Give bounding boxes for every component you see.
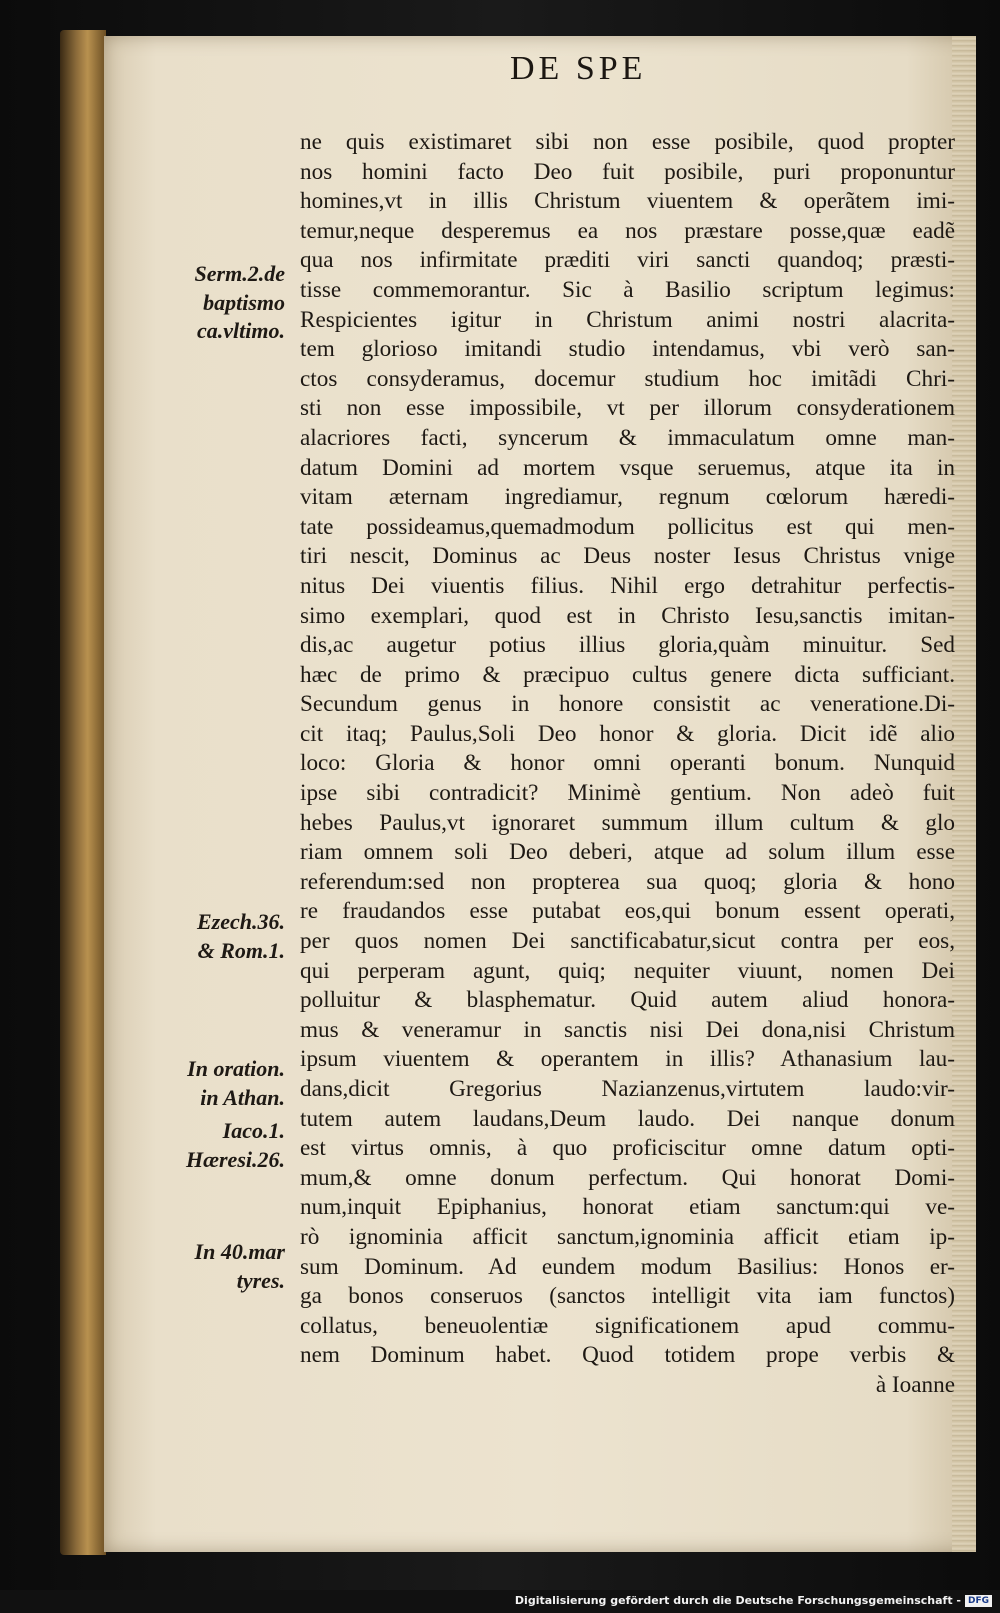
text-line: tiri nescit, Dominus ac Deus noster Iesus Christus vnige [300,543,955,570]
text-line: mus & veneramur in sanctis nisi Dei dona,nisi Christum [300,1016,955,1043]
text-line: dans,dicit Gregorius Nazianzenus,virtutem laudo:vir- [300,1076,955,1102]
text-line: mum,& omne donum perfectum. Qui honorat Domi- [300,1164,955,1191]
text-line: ipsum viuentem & operantem in illis? Athanasium lau- [300,1046,955,1073]
text-line: ctos consyderamus, docemur studium hoc imitãdi Chri- [300,365,955,392]
margin-note-2 [125,908,285,965]
margin-note-line: & Rom.1. [197,937,285,963]
text-line: vitam æternam ingrediamur, regnum cœlorum hæredi- [300,484,955,511]
margin-note-4 [125,1117,285,1146]
margin-note-line: baptismo [203,289,285,315]
text-line: ga bonos conseruos (sanctos intelligit vita iam functos) [300,1283,955,1310]
page-fore-edge [952,36,976,1552]
margin-note-line: in Athan. [200,1084,285,1110]
text-line: referendum:sed non propterea sua quoq; gloria & hono [300,868,955,895]
running-head: DE SPE [510,50,647,87]
text-line: homines,vt in illis Christum viuentem & operãtem imi- [300,188,955,215]
digitization-footer [515,1594,992,1607]
text-line: temur,neque desperemus ea nos præstare posse,quæ eadẽ [300,217,955,244]
text-line: sti non esse impossibile, vt per illorum consyderationem [300,395,955,422]
text-line: rò ignominia afficit sanctum,ignominia afficit etiam ip- [300,1223,955,1250]
margin-note-5 [125,1146,285,1175]
margin-note-3 [125,1055,285,1112]
text-line: Respicientes igitur in Christum animi nostri alacrita- [300,306,955,333]
text-line: nem Dominum habet. Quod totidem prope verbis & [300,1342,955,1369]
text-line: collatus, beneuolentiæ significationem apud commu- [300,1312,955,1339]
text-line: nos homini facto Deo fuit posibile, puri proponuntur [300,158,955,185]
text-line: riam omnem soli Deo deberi, atque ad solum illum esse [300,839,955,866]
book-binding-edge [60,30,106,1555]
text-line: cit itaq; Paulus,Soli Deo honor & gloria. Dicit idẽ alio [300,720,955,747]
dfg-logo: DFG [965,1595,992,1607]
text-line: ne quis existimaret sibi non esse posibile, quod propter [300,129,955,155]
margin-note-line: ca.vltimo. [197,318,285,343]
text-line: num,inquit Epiphanius, honorat etiam sanctum:qui ve- [300,1194,955,1221]
text-line: hæc de primo & præcipuo cultus genere dicta sufficiant. [300,661,955,688]
text-line: simo exemplari, quod est in Christo Iesu,sanctis imitan- [300,602,955,629]
margin-note-1 [125,260,285,346]
text-line: tate possideamus,quemadmodum pollicitus est qui men- [300,513,955,540]
margin-note-line: In oration. [187,1056,285,1081]
body-text [300,128,955,1401]
text-line: tem glorioso imitandi studio intendamus, vbi verò san- [300,336,955,363]
footer-credit: Digitalisierung gefördert durch die Deutsche Forschungsgemeinschaft - [514,1594,961,1607]
text-line: alacriores facti, syncerum & immaculatum omne man- [300,424,955,451]
text-line: per quos nomen Dei sanctificabatur,sicut contra per eos, [300,928,955,955]
margin-note-line: tyres. [236,1267,285,1293]
text-line: hebes Paulus,vt ignoraret summum illum cultum & glo [300,809,955,836]
text-line: nitus Dei viuentis filius. Nihil ergo detrahitur perfectis- [300,572,955,599]
text-line: tisse commemorantur. Sic à Basilio scriptum legimus: [300,276,955,303]
margin-note-line: Hæresi.26. [186,1147,285,1172]
text-line: à Ioanne [875,1371,955,1398]
text-line: datum Domini ad mortem vsque seruemus, atque ita in [300,454,955,481]
text-line: polluitur & blasphematur. Quid autem aliud honora- [300,987,955,1014]
text-line: dis,ac augetur potius illius gloria,quàm minuitur. Sed [300,632,955,659]
text-line: ipse sibi contradicit? Minimè gentium. Non adeò fuit [300,780,955,807]
text-line: re fraudandos esse putabat eos,qui bonum essent operati, [300,898,955,925]
margin-note-6 [125,1238,285,1295]
text-line: qui perperam agunt, quiq; nequiter viuunt, nomen Dei [300,957,955,984]
margin-note-line: Serm.2.de [194,261,285,286]
text-line: Secundum genus in honore consistit ac veneratione.Di- [300,691,955,718]
text-line: tutem autem laudans,Deum laudo. Dei nanque donum [300,1105,955,1132]
text-line: sum Dominum. Ad eundem modum Basilius: Honos er- [300,1253,955,1280]
margin-note-line: Iaco.1. [222,1118,285,1143]
margin-note-line: Ezech.36. [197,909,285,934]
text-line: est virtus omnis, à quo proficiscitur omne datum opti- [300,1135,955,1162]
text-line: qua nos infirmitate præditi viri sancti quandoq; præsti- [300,247,955,274]
text-line: loco: Gloria & honor omni operanti bonum. Nunquid [300,750,955,777]
margin-note-line: In 40.mar [194,1239,285,1264]
